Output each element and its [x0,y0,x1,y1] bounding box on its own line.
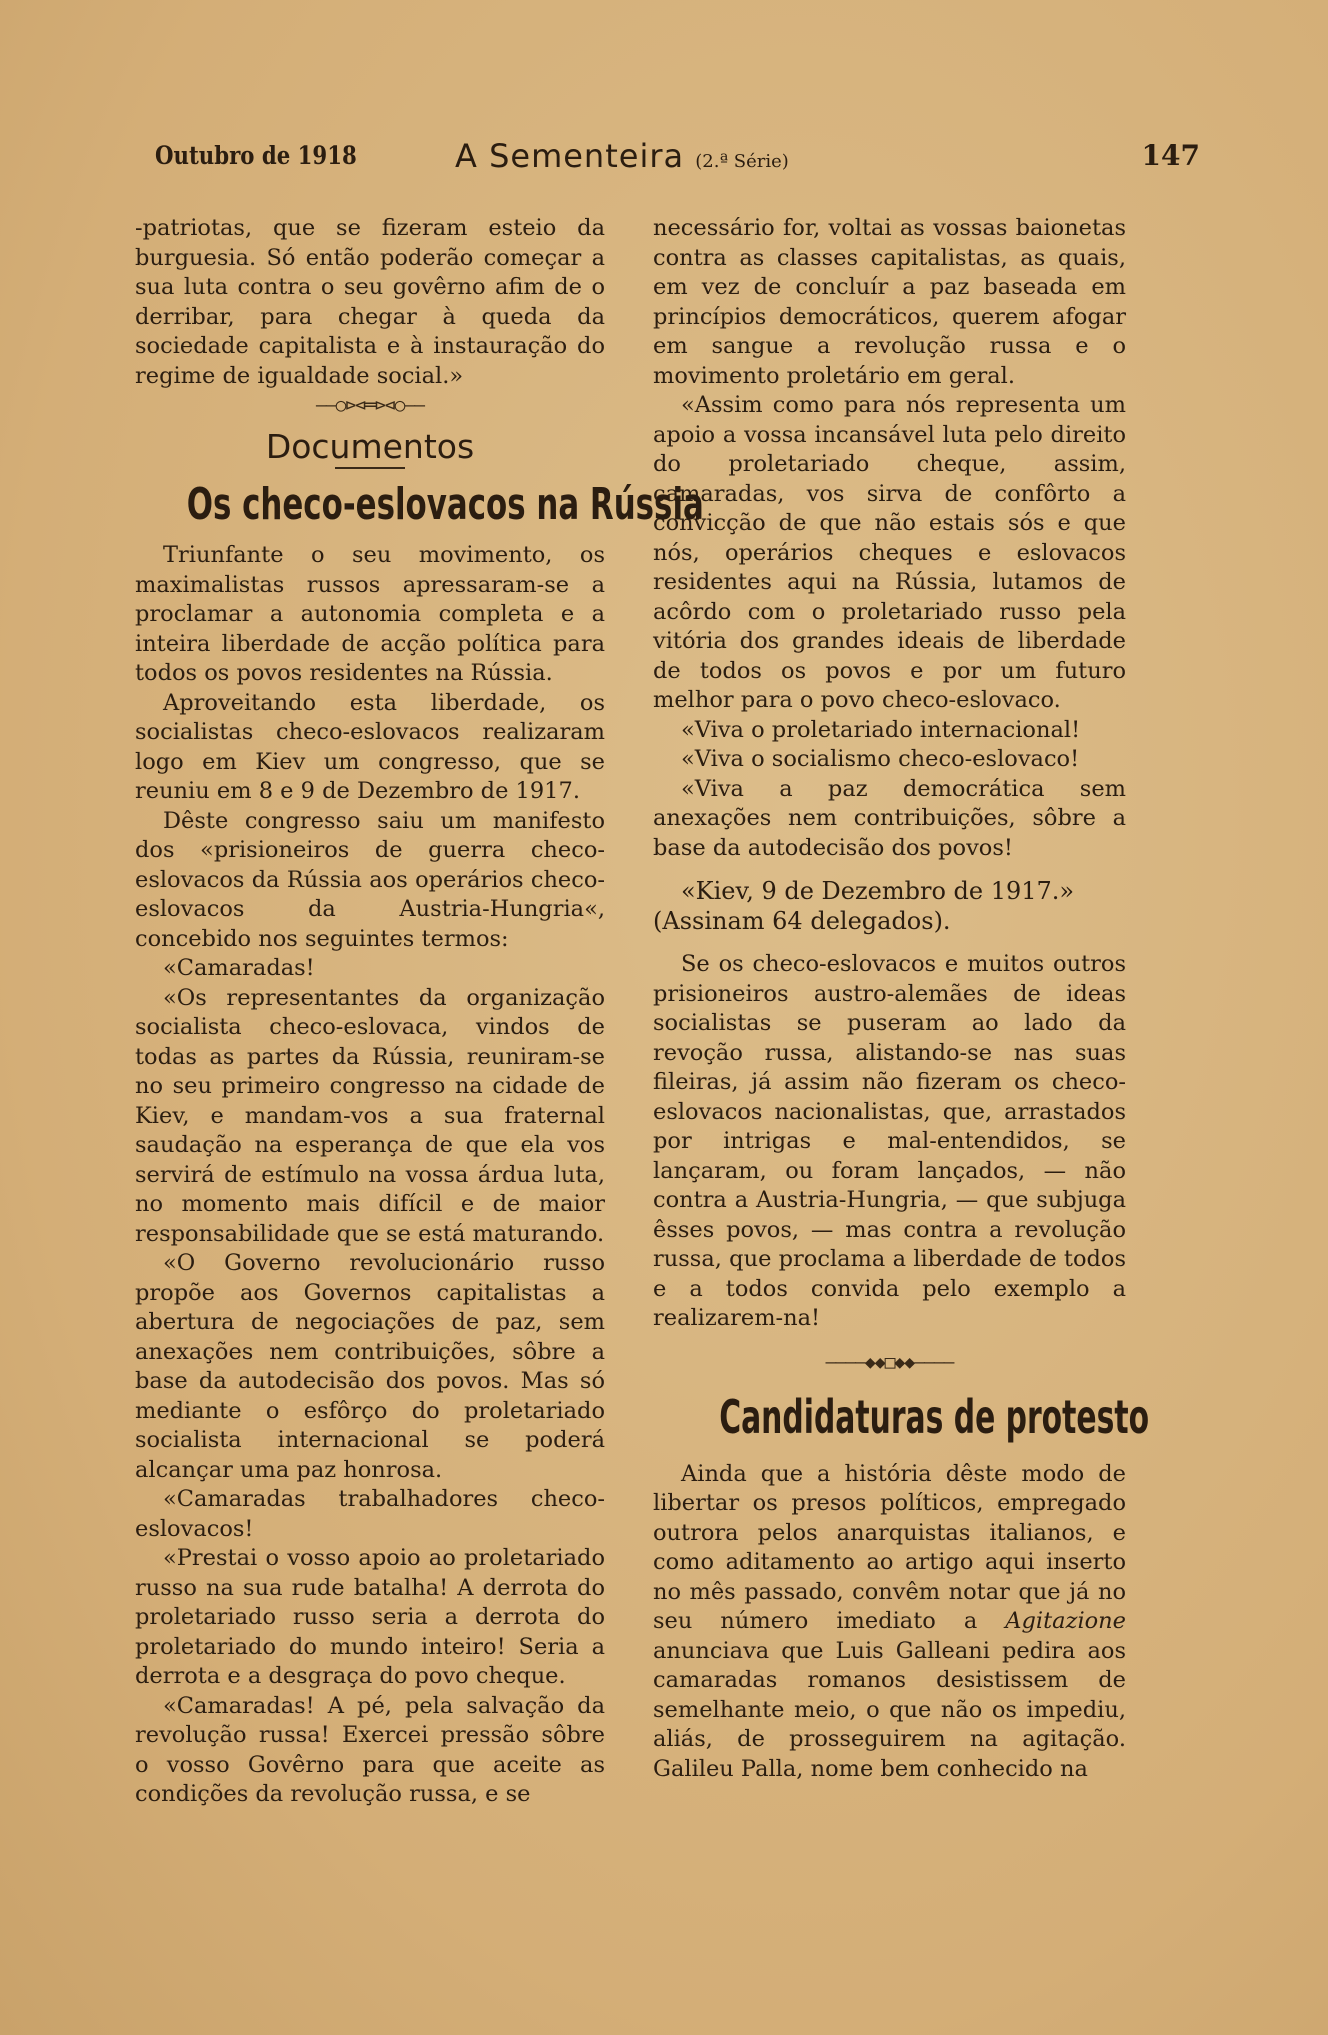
paragraph: «Camaradas! [163,955,315,981]
spacer [653,1334,1126,1348]
left-column [135,214,704,1810]
signatories: (Assinam 64 delegados). [653,906,951,935]
paragraph: Dêste congresso saiu um manifesto dos «prisioneiros de guerra checo-eslovacos da Rússia aos operários checo-eslovacos da Austria-Hungria«, concebido nos seguintes termos: [135,807,605,952]
ornament-separator: ——○⊳⊲═⊳⊲○—— [315,395,425,416]
article-headline: Candidaturas de protesto [719,1389,1150,1444]
header-title [455,137,789,175]
page-header [150,137,1200,177]
spacer [653,863,1126,877]
paragraph: «Prestai o vosso apoio ao proletariado russo na sua rude batalha! A derrota do proletariado russo seria a derrota do proletariado do mundo inteiro! Seria a derrota e a desgraça do povo cheque. [135,1545,605,1689]
paragraph: «O Governo revolucionário russo propõe aos Governos capitalistas a abertura de negociações de paz, sem anexações nem contribuições, sôbre a base da autodecisão dos povos. Mas só mediante o esfôrço do proletariado socialista internacional se poderá alcançar uma paz honrosa. [135,1250,605,1483]
header-date: Outubro de 1918 [155,141,357,170]
paragraph: «Viva o socialismo checo-eslovaco! [681,746,1080,772]
text-run: Ainda que a história dêste modo de libertar os presos políticos, empregado outrora pelos anarquistas italianos, e como aditamento ao artigo aqui inserto no mês passado, convêm notar que já no seu número imediato a [653,1460,1126,1634]
dateline: «Kiev, 9 de Dezembro de 1917.» [681,877,1075,905]
section-title: Documentos [265,427,475,466]
text-run: anunciava que Luis Galleani pedira aos camaradas romanos desistissem de semelhante meio, o que não os impediu, aliás, de prosseguirem na agitação. Galileu Palla, nome bem conhecido na [653,1637,1126,1782]
paragraph: «Viva o proletariado internacional! [681,716,1081,743]
paragraph: «Camaradas! A pé, pela salvação da revolução russa! Exercei pressão sôbre o vosso Govêrno para que aceite as condições da revolução russa, e se [135,1692,605,1807]
header-serie: (2.ª Série) [695,151,789,172]
spacer [653,936,1126,950]
section-rule [335,467,405,469]
paragraph: «Viva a paz democrática sem anexações nem contribuições, sôbre a base da autodecisão dos povos! [653,775,1126,861]
paragraph: «Camaradas trabalhadores checo-eslovacos! [135,1486,605,1542]
article-headline: Os checo-eslovacos na Rússia [186,479,704,530]
ornament-separator: ————◆◆□◆◆———— [825,1351,954,1373]
paragraph: Triunfante o seu movimento, os maximalistas russos apressaram-se a proclamar a autonomia completa e a inteira liberdade de acção política para todos os povos residentes na Rússia. [135,542,605,686]
paragraph: -patriotas, que se fizeram esteio da burguesia. Só então poderão começar a sua luta contra o seu govêrno afim de o derribar, para chegar à queda da sociedade capitalista e à instauração do regime de igualdade social.» [135,215,605,389]
right-column [653,214,1150,1784]
periodical-name: Agitazione [1005,1608,1126,1634]
paragraph: Aproveitando esta liberdade, os socialistas checo-eslovacos realizaram logo em Kiev um congresso, que se reuniu em 8 e 9 de Dezembro de 1917. [135,689,605,804]
journal-title: A Sementeira [455,137,685,175]
paragraph: «Assim como para nós representa um apoio a vossa incansável luta pelo direito do proletariado cheque, assim, camaradas, vos sirva de confôrto a convicção de que não estais sós e que nós, operários cheques e eslovacos residentes aqui na Rússia, lutamos de acôrdo com o proletariado russo pela vitória dos grandes ideais de liberdade de todos os povos e por um futuro melhor para o povo checo-eslovaco. [653,392,1126,713]
paragraph: «Os representantes da organização socialista checo-eslovaca, vindos de todas as partes da Rússia, reuniram-se no seu primeiro congresso na cidade de Kiev, e mandam-vos a sua fraternal saudação na esperança de que ela vos servirá de estímulo na vossa árdua luta, no momento mais difícil e de maior responsabilidade que se está maturando. [135,984,605,1247]
paragraph [653,1460,1126,1785]
paragraph: necessário for, voltai as vossas baionetas contra as classes capitalistas, as quais, em vez de concluír a paz baseada em princípios democráticos, querem afogar em sangue a revolução russa e o movimento proletário em geral. [653,215,1126,389]
page-number: 147 [1141,139,1200,172]
paragraph: Se os checo-eslovacos e muitos outros prisioneiros austro-alemães de ideas socialistas se puseram ao lado da revoção russa, alistando-se nas suas fileiras, já assim não fizeram os checo-eslovacos nacionalistas, que, arrastados por intrigas e mal-entendidos, se lançaram, ou foram lançados, — não contra a Austria-Hungria, — que subjuga êsses povos, — mas contra a revolução russa, que proclama a liberdade de todos e a todos convida pelo exemplo a realizarem-na! [653,951,1126,1331]
